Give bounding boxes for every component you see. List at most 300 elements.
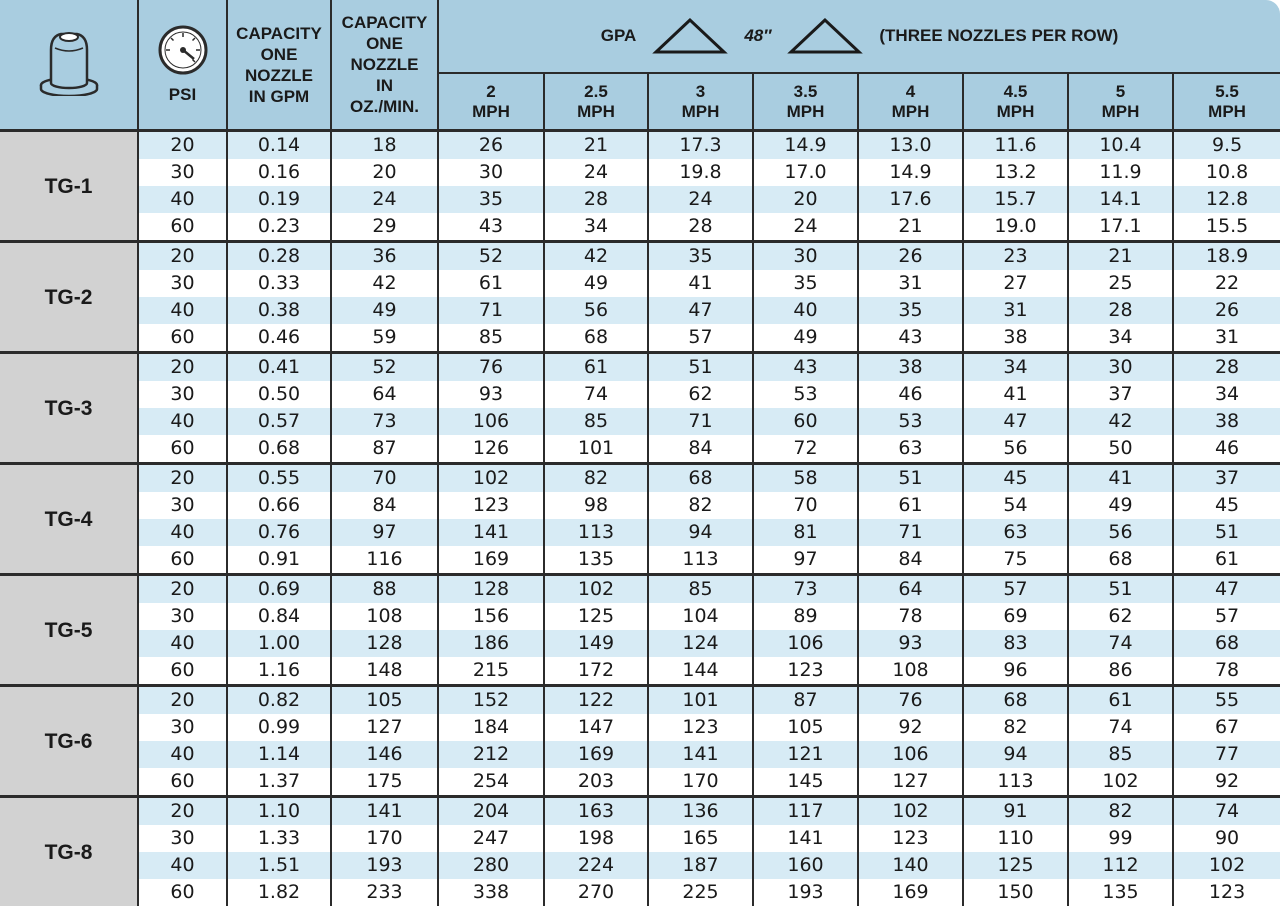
- gpa-cell: 13.0: [858, 131, 963, 160]
- capacity-oz-line: IN: [332, 75, 437, 96]
- gpa-cell: 57: [1173, 603, 1280, 630]
- speed-value: 3.5: [754, 82, 857, 102]
- speed-value: 2.5: [545, 82, 647, 102]
- gpa-cell: 26: [1173, 297, 1280, 324]
- table-row: [0, 242, 1280, 271]
- speed-unit: MPH: [545, 102, 647, 122]
- gpa-cell: 26: [858, 242, 963, 271]
- gpa-cell: 24: [544, 159, 648, 186]
- table-row: [0, 381, 1280, 408]
- gpa-cell: 97: [753, 546, 858, 575]
- gpa-cell: 68: [648, 464, 753, 493]
- gpa-cell: 85: [544, 408, 648, 435]
- nozzle-model: TG-6: [0, 686, 138, 797]
- gpa-cell: 82: [1068, 797, 1173, 826]
- gpa-cell: 68: [1173, 630, 1280, 657]
- gpa-cell: 38: [1173, 408, 1280, 435]
- gpm-cell: 0.19: [227, 186, 331, 213]
- gpa-cell: 78: [858, 603, 963, 630]
- psi-cell: 30: [138, 270, 227, 297]
- gpa-cell: 87: [753, 686, 858, 715]
- gpa-cell: 46: [858, 381, 963, 408]
- psi-cell: 40: [138, 186, 227, 213]
- gpa-cell: 203: [544, 768, 648, 797]
- table-row: [0, 297, 1280, 324]
- gpa-cell: 23: [963, 242, 1068, 271]
- oz-cell: 70: [331, 464, 438, 493]
- psi-cell: 30: [138, 492, 227, 519]
- gpa-cell: 113: [963, 768, 1068, 797]
- gpa-cell: 85: [648, 575, 753, 604]
- gpa-cell: 147: [544, 714, 648, 741]
- gpa-cell: 172: [544, 657, 648, 686]
- gpa-cell: 280: [438, 852, 544, 879]
- gpa-cell: 15.7: [963, 186, 1068, 213]
- gpm-cell: 1.33: [227, 825, 331, 852]
- gpa-cell: 198: [544, 825, 648, 852]
- table-header: [0, 0, 1280, 131]
- gpa-cell: 14.9: [858, 159, 963, 186]
- gpa-cell: 58: [753, 464, 858, 493]
- gpa-cell: 41: [648, 270, 753, 297]
- gpa-cell: 28: [648, 213, 753, 242]
- gpa-cell: 69: [963, 603, 1068, 630]
- gpa-cell: 82: [648, 492, 753, 519]
- table-row: [0, 825, 1280, 852]
- table-row: [0, 270, 1280, 297]
- psi-cell: 40: [138, 519, 227, 546]
- gpa-cell: 123: [438, 492, 544, 519]
- gpa-cell: 20: [753, 186, 858, 213]
- oz-cell: 42: [331, 270, 438, 297]
- gpa-cell: 215: [438, 657, 544, 686]
- gpa-cell: 101: [544, 435, 648, 464]
- gpa-cell: 51: [1068, 575, 1173, 604]
- gpa-cell: 43: [858, 324, 963, 353]
- gpa-cell: 71: [648, 408, 753, 435]
- gpa-cell: 42: [1068, 408, 1173, 435]
- psi-cell: 30: [138, 714, 227, 741]
- gpa-cell: 53: [858, 408, 963, 435]
- gpm-cell: 0.38: [227, 297, 331, 324]
- gpa-cell: 102: [1173, 852, 1280, 879]
- gpa-cell: 108: [858, 657, 963, 686]
- gpa-cell: 81: [753, 519, 858, 546]
- gpa-cell: 85: [438, 324, 544, 353]
- gpm-cell: 0.84: [227, 603, 331, 630]
- oz-cell: 87: [331, 435, 438, 464]
- psi-column-header: [138, 0, 227, 131]
- gpa-cell: 135: [1068, 879, 1173, 906]
- gpa-cell: 28: [544, 186, 648, 213]
- psi-cell: 30: [138, 825, 227, 852]
- gpa-cell: 105: [753, 714, 858, 741]
- capacity-gpm-line: CAPACITY: [228, 23, 330, 44]
- gpa-cell: 38: [858, 353, 963, 382]
- psi-label: PSI: [139, 85, 226, 105]
- gpa-cell: 14.9: [753, 131, 858, 160]
- oz-cell: 88: [331, 575, 438, 604]
- gpa-cell: 25: [1068, 270, 1173, 297]
- oz-cell: 24: [331, 186, 438, 213]
- gpa-cell: 31: [858, 270, 963, 297]
- nozzle-model: TG-8: [0, 797, 138, 906]
- gpa-label: GPA: [601, 26, 637, 46]
- gpa-cell: 51: [1173, 519, 1280, 546]
- gpa-cell: 187: [648, 852, 753, 879]
- oz-cell: 233: [331, 879, 438, 906]
- gpa-cell: 74: [1068, 630, 1173, 657]
- gpa-cell: 9.5: [1173, 131, 1280, 160]
- gpa-cell: 156: [438, 603, 544, 630]
- gpa-cell: 77: [1173, 741, 1280, 768]
- gpa-cell: 67: [1173, 714, 1280, 741]
- psi-cell: 20: [138, 242, 227, 271]
- gpa-cell: 18.9: [1173, 242, 1280, 271]
- gpa-cell: 61: [1173, 546, 1280, 575]
- gpa-cell: 163: [544, 797, 648, 826]
- gpa-cell: 82: [963, 714, 1068, 741]
- capacity-gpm-line: ONE: [228, 44, 330, 65]
- gpa-cell: 224: [544, 852, 648, 879]
- speed-value: 5: [1069, 82, 1172, 102]
- table-row: [0, 546, 1280, 575]
- gpa-header: [438, 0, 1280, 73]
- gpa-cell: 165: [648, 825, 753, 852]
- gpa-cell: 54: [963, 492, 1068, 519]
- gpm-cell: 1.14: [227, 741, 331, 768]
- gpa-cell: 84: [858, 546, 963, 575]
- oz-cell: 36: [331, 242, 438, 271]
- gpa-cell: 212: [438, 741, 544, 768]
- psi-cell: 40: [138, 297, 227, 324]
- gpa-cell: 63: [858, 435, 963, 464]
- gpm-cell: 0.28: [227, 242, 331, 271]
- speed-value: 2: [439, 82, 543, 102]
- oz-cell: 175: [331, 768, 438, 797]
- nozzle-model: TG-5: [0, 575, 138, 686]
- psi-cell: 20: [138, 131, 227, 160]
- gpa-cell: 90: [1173, 825, 1280, 852]
- nozzle-model: TG-3: [0, 353, 138, 464]
- gpa-cell: 17.3: [648, 131, 753, 160]
- gpa-cell: 52: [438, 242, 544, 271]
- gpa-cell: 94: [648, 519, 753, 546]
- speed-unit: MPH: [754, 102, 857, 122]
- psi-cell: 30: [138, 381, 227, 408]
- speed-header-3.5: [753, 73, 858, 131]
- gpa-cell: 112: [1068, 852, 1173, 879]
- gpm-cell: 0.68: [227, 435, 331, 464]
- gpa-cell: 41: [963, 381, 1068, 408]
- gpa-cell: 63: [963, 519, 1068, 546]
- nozzle-column-header: [0, 0, 138, 131]
- gpa-cell: 152: [438, 686, 544, 715]
- gpa-cell: 17.1: [1068, 213, 1173, 242]
- gpa-cell: 47: [1173, 575, 1280, 604]
- psi-cell: 60: [138, 324, 227, 353]
- gpa-cell: 37: [1068, 381, 1173, 408]
- capacity-gpm-header: [227, 0, 331, 131]
- nozzle-spacing-label: 48″: [744, 26, 771, 46]
- speed-header-4.5: [963, 73, 1068, 131]
- gpa-cell: 31: [963, 297, 1068, 324]
- speed-unit: MPH: [1174, 102, 1280, 122]
- capacity-oz-header: [331, 0, 438, 131]
- gpa-cell: 51: [648, 353, 753, 382]
- gpa-cell: 68: [544, 324, 648, 353]
- gpa-cell: 113: [544, 519, 648, 546]
- gpa-cell: 128: [438, 575, 544, 604]
- psi-cell: 30: [138, 159, 227, 186]
- nozzle-model: TG-2: [0, 242, 138, 353]
- gpm-cell: 0.50: [227, 381, 331, 408]
- gpa-cell: 270: [544, 879, 648, 906]
- capacity-oz-line: ONE: [332, 33, 437, 54]
- speed-value: 4: [859, 82, 962, 102]
- gpm-cell: 0.69: [227, 575, 331, 604]
- gpa-cell: 28: [1173, 353, 1280, 382]
- gpa-cell: 74: [544, 381, 648, 408]
- gpa-cell: 149: [544, 630, 648, 657]
- psi-cell: 40: [138, 741, 227, 768]
- gpa-cell: 41: [1068, 464, 1173, 493]
- gpa-cell: 76: [438, 353, 544, 382]
- gpa-cell: 19.8: [648, 159, 753, 186]
- gpa-cell: 34: [963, 353, 1068, 382]
- table-row: [0, 879, 1280, 906]
- table-row: [0, 131, 1280, 160]
- gpa-cell: 10.8: [1173, 159, 1280, 186]
- gpa-cell: 123: [648, 714, 753, 741]
- speed-header-5.5: [1173, 73, 1280, 131]
- psi-cell: 60: [138, 768, 227, 797]
- capacity-gpm-line: IN GPM: [228, 86, 330, 107]
- gpa-cell: 125: [544, 603, 648, 630]
- gpa-cell: 11.6: [963, 131, 1068, 160]
- gpa-cell: 110: [963, 825, 1068, 852]
- oz-cell: 20: [331, 159, 438, 186]
- gpm-cell: 0.57: [227, 408, 331, 435]
- gpa-cell: 71: [438, 297, 544, 324]
- gpa-cell: 17.0: [753, 159, 858, 186]
- table-row: [0, 213, 1280, 242]
- table-row: [0, 603, 1280, 630]
- oz-cell: 59: [331, 324, 438, 353]
- gpa-cell: 169: [544, 741, 648, 768]
- psi-cell: 20: [138, 797, 227, 826]
- table-row: [0, 714, 1280, 741]
- gpa-cell: 338: [438, 879, 544, 906]
- oz-cell: 141: [331, 797, 438, 826]
- oz-cell: 29: [331, 213, 438, 242]
- table-body: [0, 131, 1280, 906]
- oz-cell: 127: [331, 714, 438, 741]
- gpa-cell: 34: [544, 213, 648, 242]
- gpa-cell: 49: [753, 324, 858, 353]
- gpm-cell: 0.91: [227, 546, 331, 575]
- gpa-cell: 169: [858, 879, 963, 906]
- gpa-cell: 50: [1068, 435, 1173, 464]
- gpa-cell: 76: [858, 686, 963, 715]
- gpm-cell: 0.33: [227, 270, 331, 297]
- gpa-cell: 125: [963, 852, 1068, 879]
- gpm-cell: 1.00: [227, 630, 331, 657]
- psi-cell: 20: [138, 464, 227, 493]
- oz-cell: 170: [331, 825, 438, 852]
- oz-cell: 84: [331, 492, 438, 519]
- oz-cell: 64: [331, 381, 438, 408]
- gpm-cell: 0.82: [227, 686, 331, 715]
- gpa-cell: 170: [648, 768, 753, 797]
- gpa-cell: 35: [438, 186, 544, 213]
- oz-cell: 108: [331, 603, 438, 630]
- oz-cell: 128: [331, 630, 438, 657]
- gpa-cell: 13.2: [963, 159, 1068, 186]
- gpa-cell: 57: [648, 324, 753, 353]
- gpa-cell: 99: [1068, 825, 1173, 852]
- gpa-cell: 11.9: [1068, 159, 1173, 186]
- gpa-cell: 254: [438, 768, 544, 797]
- gpa-cell: 96: [963, 657, 1068, 686]
- gpa-cell: 26: [438, 131, 544, 160]
- gpa-cell: 84: [648, 435, 753, 464]
- gpa-cell: 94: [963, 741, 1068, 768]
- gpa-cell: 40: [753, 297, 858, 324]
- psi-cell: 20: [138, 575, 227, 604]
- psi-cell: 60: [138, 435, 227, 464]
- oz-cell: 73: [331, 408, 438, 435]
- gpm-cell: 0.14: [227, 131, 331, 160]
- gpa-cell: 104: [648, 603, 753, 630]
- gpa-cell: 121: [753, 741, 858, 768]
- gpa-cell: 35: [858, 297, 963, 324]
- oz-cell: 116: [331, 546, 438, 575]
- psi-cell: 40: [138, 852, 227, 879]
- gpa-cell: 68: [963, 686, 1068, 715]
- psi-cell: 60: [138, 546, 227, 575]
- gpa-cell: 102: [544, 575, 648, 604]
- psi-cell: 40: [138, 408, 227, 435]
- gpm-cell: 0.46: [227, 324, 331, 353]
- gpa-cell: 64: [858, 575, 963, 604]
- gpa-cell: 62: [1068, 603, 1173, 630]
- speed-header-2.5: [544, 73, 648, 131]
- psi-cell: 60: [138, 879, 227, 906]
- gpa-cell: 28: [1068, 297, 1173, 324]
- gpa-cell: 49: [1068, 492, 1173, 519]
- gpm-cell: 0.41: [227, 353, 331, 382]
- oz-cell: 148: [331, 657, 438, 686]
- gpa-cell: 62: [648, 381, 753, 408]
- gpa-cell: 160: [753, 852, 858, 879]
- oz-cell: 193: [331, 852, 438, 879]
- gpa-cell: 82: [544, 464, 648, 493]
- gpa-cell: 45: [963, 464, 1068, 493]
- gpa-cell: 89: [753, 603, 858, 630]
- gpa-cell: 102: [858, 797, 963, 826]
- gpa-cell: 73: [753, 575, 858, 604]
- gpa-cell: 86: [1068, 657, 1173, 686]
- table-row: [0, 186, 1280, 213]
- gpa-cell: 184: [438, 714, 544, 741]
- table-row: [0, 408, 1280, 435]
- nozzle-model: TG-4: [0, 464, 138, 575]
- gpa-cell: 186: [438, 630, 544, 657]
- gpa-cell: 117: [753, 797, 858, 826]
- speed-unit: MPH: [649, 102, 752, 122]
- gpa-cell: 56: [1068, 519, 1173, 546]
- psi-cell: 20: [138, 353, 227, 382]
- gpm-cell: 1.16: [227, 657, 331, 686]
- table-row: [0, 630, 1280, 657]
- spray-pattern-icon: [650, 16, 730, 56]
- table-row: [0, 686, 1280, 715]
- table-row: [0, 435, 1280, 464]
- gpa-cell: 102: [1068, 768, 1173, 797]
- capacity-oz-line: CAPACITY: [332, 12, 437, 33]
- gpa-cell: 53: [753, 381, 858, 408]
- gpa-cell: 169: [438, 546, 544, 575]
- psi-cell: 40: [138, 630, 227, 657]
- gpa-cell: 68: [1068, 546, 1173, 575]
- gpa-cell: 127: [858, 768, 963, 797]
- gpa-cell: 30: [753, 242, 858, 271]
- table-row: [0, 492, 1280, 519]
- gpa-cell: 24: [648, 186, 753, 213]
- gpm-cell: 1.51: [227, 852, 331, 879]
- gpa-cell: 61: [858, 492, 963, 519]
- table-row: [0, 353, 1280, 382]
- table-row: [0, 852, 1280, 879]
- gpa-cell: 106: [858, 741, 963, 768]
- gpa-cell: 126: [438, 435, 544, 464]
- gpa-cell: 123: [1173, 879, 1280, 906]
- gpa-cell: 21: [544, 131, 648, 160]
- gpa-cell: 247: [438, 825, 544, 852]
- gpa-cell: 47: [963, 408, 1068, 435]
- pressure-gauge-icon: [157, 24, 209, 76]
- speed-unit: MPH: [439, 102, 543, 122]
- table-row: [0, 657, 1280, 686]
- speed-value: 4.5: [964, 82, 1067, 102]
- gpm-cell: 0.55: [227, 464, 331, 493]
- capacity-oz-line: OZ./MIN.: [332, 96, 437, 117]
- oz-cell: 52: [331, 353, 438, 382]
- speed-value: 3: [649, 82, 752, 102]
- gpa-cell: 83: [963, 630, 1068, 657]
- capacity-oz-line: NOZZLE: [332, 54, 437, 75]
- oz-cell: 18: [331, 131, 438, 160]
- gpa-cell: 10.4: [1068, 131, 1173, 160]
- gpa-cell: 135: [544, 546, 648, 575]
- table-row: [0, 159, 1280, 186]
- gpm-cell: 0.16: [227, 159, 331, 186]
- gpa-cell: 51: [858, 464, 963, 493]
- speed-header-4: [858, 73, 963, 131]
- table-row: [0, 324, 1280, 353]
- gpa-cell: 15.5: [1173, 213, 1280, 242]
- capacity-gpm-line: NOZZLE: [228, 65, 330, 86]
- gpa-cell: 14.1: [1068, 186, 1173, 213]
- gpa-cell: 27: [963, 270, 1068, 297]
- gpa-cell: 92: [1173, 768, 1280, 797]
- speed-header-3: [648, 73, 753, 131]
- gpa-cell: 75: [963, 546, 1068, 575]
- gpm-cell: 0.66: [227, 492, 331, 519]
- gpa-cell: 61: [544, 353, 648, 382]
- nozzle-model: TG-1: [0, 131, 138, 242]
